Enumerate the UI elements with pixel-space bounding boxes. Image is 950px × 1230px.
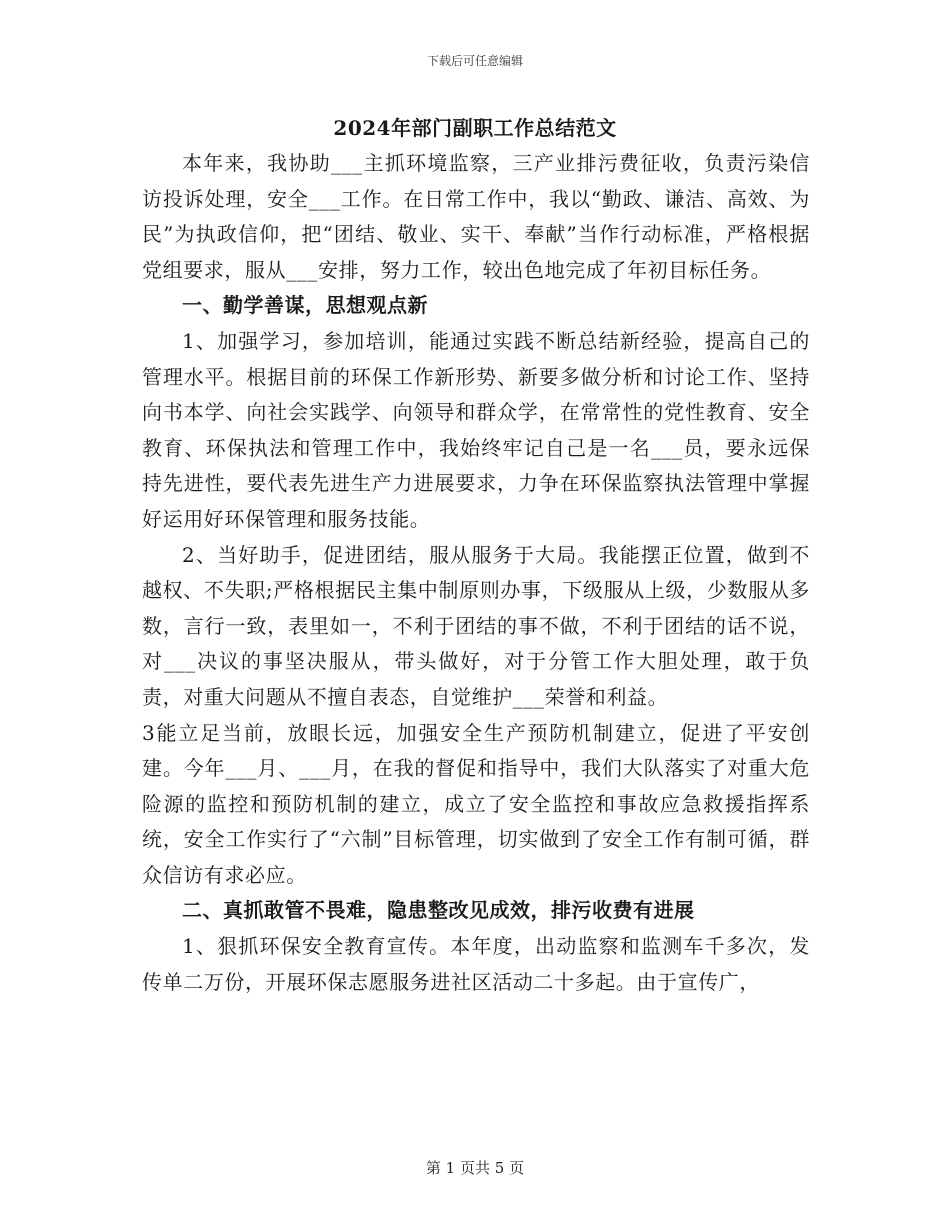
section-1-paragraph-1: 1、加强学习，参加培训，能通过实践不断总结新经验，提高自己的管理水平。根据目前的环保工作新形势、新要多做分析和讨论工作、坚持向书本学、向社会实践学、向领导和群众学，在常常性的党性教育、安全教育、环保执法和管理工作中，我始终牢记自己是一名___员，要永远保持先进性，要代表先进生产力进展要求，力争在环保监察执法管理中掌握好运用好环保管理和服务技能。 <box>142 328 810 531</box>
header-note: 下载后可任意编辑 <box>426 54 523 68</box>
section-1-heading: 一、勤学善谋，思想观点新 <box>182 293 428 318</box>
document-body <box>142 146 810 1000</box>
intro-paragraph: 本年来，我协助___主抓环境监察，三产业排污费征收，负责污染信访投诉处理，安全___工作。在日常工作中，我以“勤政、谦洁、高效、为民”为执政信仰，把“团结、敬业、实干、奉献”当作行动标准，严格根据党组要求，服从___安排，努力工作，较出色地完成了年初目标任务。 <box>142 151 810 282</box>
section-2-heading: 二、真抓敢管不畏难，隐患整改见成效，排污收费有进展 <box>182 898 695 923</box>
document-title: 2024年部门副职工作总结范文 <box>333 116 617 140</box>
section-1-paragraph-2: 2、当好助手，促进团结，服从服务于大局。我能摆正位置，做到不越权、不失职;严格根据民主集中制原则办事，下级服从上级，少数服从多数，言行一致，表里如一，不利于团结的事不做，不利于团结的话不说，对___决议的事坚决服从，带头做好，对于分管工作大胆处理，敢于负责，对重大问题从不擅自表态，自觉维护___荣誉和利益。 <box>142 542 810 709</box>
section-2-paragraph-1: 1、狠抓环保安全教育宣传。本年度，出动监察和监测车千多次，发传单二万份，开展环保志愿服务进社区活动二十多起。由于宣传广， <box>142 934 810 994</box>
section-1-paragraph-3: 3能立足当前，放眼长远，加强安全生产预防机制建立，促进了平安创建。今年___月、___月，在我的督促和指导中，我们大队落实了对重大危险源的监控和预防机制的建立，成立了安全监控和事故应急救援指挥系统，安全工作实行了“六制”目标管理，切实做到了安全工作有制可循，群众信访有求必应。 <box>142 720 810 887</box>
page-footer: 第 1 页共 5 页 <box>425 1159 525 1177</box>
